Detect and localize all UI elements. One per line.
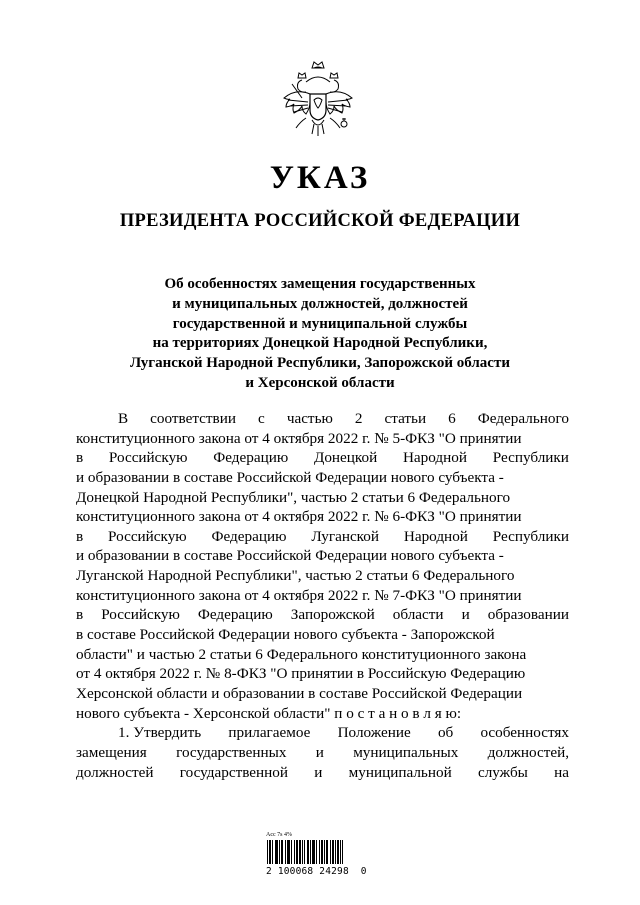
- decree-heading: [70, 275, 570, 394]
- body-word: от 4 октября 2022 г. № 8-ФКЗ "О принятии в Российскую Федерацию: [76, 665, 526, 683]
- body-line: [76, 409, 569, 429]
- body-word: на: [554, 763, 569, 781]
- body-word: в: [76, 527, 84, 545]
- body-line: [76, 546, 569, 566]
- body-word: конституционного закона от 4 октября 2022 г. № 5-ФКЗ "О принятии: [76, 429, 522, 447]
- heading-line: на территориях Донецкой Народной Республики,: [152, 335, 488, 352]
- body-word: муниципальной: [348, 763, 452, 781]
- body-word: государственных: [176, 743, 287, 761]
- body-word: и: [461, 606, 470, 624]
- heading-line: и муниципальных должностей, должностей: [172, 295, 468, 312]
- body-word: области" и частью 2 статьи 6 Федерального конституционного закона: [76, 645, 527, 663]
- body-word: конституционного закона от 4 октября 2022 г. № 6-ФКЗ "О принятии: [76, 508, 522, 526]
- body-line: [76, 625, 569, 645]
- decree-issuer: ПРЕЗИДЕНТА РОССИЙСКОЙ ФЕДЕРАЦИИ: [119, 211, 521, 231]
- body-word: в: [76, 606, 84, 624]
- body-word: области: [392, 606, 444, 624]
- body-word: службы: [477, 763, 528, 781]
- body-line: [76, 763, 569, 783]
- heading-line: и Херсонской области: [245, 374, 395, 391]
- body-line: [76, 448, 569, 468]
- body-word: образовании: [487, 606, 569, 624]
- body-line: [76, 468, 569, 488]
- body-word: Запорожской: [290, 606, 375, 624]
- body-line: [76, 586, 569, 606]
- body-word: Российскую: [108, 449, 188, 467]
- heading-line: Об особенностях замещения государственных: [164, 276, 476, 292]
- body-word: В: [118, 410, 129, 427]
- body-word: Республики: [492, 527, 569, 545]
- body-line: [76, 645, 569, 665]
- body-word: замещения: [76, 743, 147, 761]
- body-word: Российскую: [108, 527, 187, 545]
- body-line: [76, 507, 569, 527]
- heading-line: государственной и муниципальной службы: [172, 315, 468, 332]
- barcode-icon: [266, 840, 344, 868]
- double-headed-eagle-icon: [276, 54, 360, 144]
- body-word: Российскую: [101, 606, 180, 624]
- body-line: [76, 684, 569, 704]
- body-line: [76, 664, 569, 684]
- body-word: 1. Утвердить: [118, 724, 202, 742]
- body-line: [76, 704, 569, 724]
- body-word: должностей,: [487, 743, 569, 761]
- body-line: [76, 743, 569, 763]
- body-word: 6: [448, 410, 456, 427]
- body-word: Республики: [492, 449, 569, 467]
- body-word: статьи: [384, 410, 427, 427]
- body-word: муниципальных: [353, 743, 459, 761]
- body-word: прилагаемое: [228, 724, 311, 742]
- body-word: Народной: [402, 449, 468, 467]
- body-word: в составе Российской Федерации нового субъекта - Запорожской: [76, 626, 495, 644]
- body-word: нового субъекта - Херсонской области" п о с т а н о в л я ю:: [76, 704, 462, 722]
- body-word: с: [258, 410, 265, 427]
- body-word: и: [314, 763, 323, 781]
- heading-line: Луганской Народной Республики, Запорожской области: [130, 355, 510, 372]
- body-word: в: [76, 449, 84, 467]
- body-word: об: [437, 724, 454, 742]
- body-word: особенностях: [480, 724, 569, 742]
- body-line: [76, 723, 569, 743]
- body-word: должностей: [76, 763, 154, 781]
- body-word: Федерального: [477, 410, 569, 427]
- body-word: Федерацию: [197, 606, 273, 624]
- body-word: Луганской: [311, 527, 380, 545]
- body-word: Положение: [337, 724, 411, 742]
- body-word: Донецкой: [313, 449, 378, 467]
- body-line: [76, 527, 569, 547]
- body-word: Херсонской области и образовании в составе Российской Федерации: [76, 684, 523, 702]
- body-word: и: [315, 743, 324, 761]
- body-word: соответствии: [150, 410, 236, 427]
- body-word: 2: [354, 410, 363, 427]
- body-word: конституционного закона от 4 октября 2022 г. № 7-ФКЗ "О принятии: [76, 586, 522, 604]
- barcode-number: 2 100068 24298 0: [266, 866, 367, 877]
- body-line: [76, 605, 569, 625]
- body-word: Федерацию: [213, 449, 289, 467]
- body-word: Донецкой Народной Республики", частью 2 статьи 6 Федерального: [76, 488, 511, 506]
- body-word: Федерацию: [211, 527, 287, 545]
- body-word: Луганской Народной Республики", частью 2 статьи 6 Федерального: [76, 567, 515, 585]
- decree-body: [76, 409, 569, 782]
- body-line: [76, 488, 569, 508]
- body-word: и образовании в составе Российской Федерации нового субъекта -: [76, 468, 504, 486]
- body-word: и образовании в составе Российской Федерации нового субъекта -: [76, 547, 504, 565]
- body-word: Народной: [403, 527, 468, 545]
- decree-title: УКАЗ: [269, 160, 371, 196]
- barcode-label: Acc 7s 4%: [266, 832, 292, 838]
- body-word: государственной: [179, 763, 289, 781]
- body-line: [76, 429, 569, 449]
- body-line: [76, 566, 569, 586]
- body-word: частью: [286, 410, 333, 427]
